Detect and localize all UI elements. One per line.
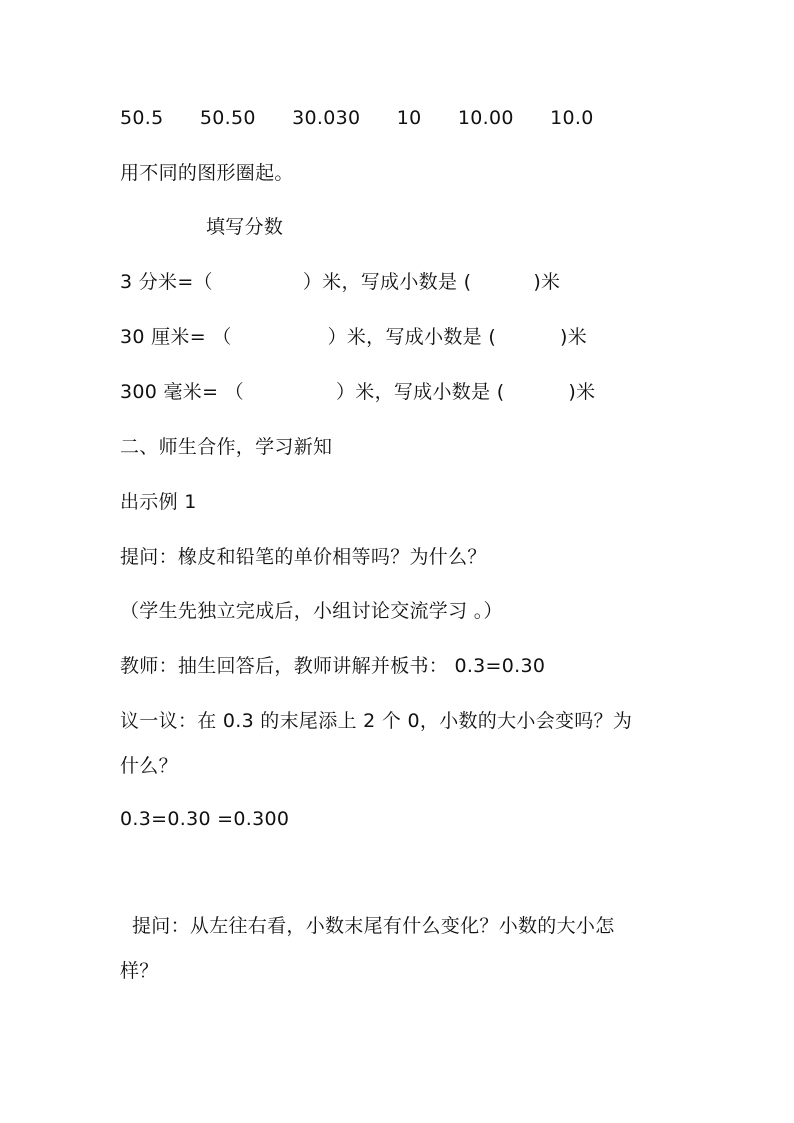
question-one: 提问：橡皮和铅笔的单价相等吗？为什么？ xyxy=(120,546,487,568)
discussion-line-one: 议一议：在 0.3 的末尾添上 2 个 0，小数的大小会变吗？为 xyxy=(120,710,633,732)
number-item: 10 xyxy=(396,107,422,129)
row-middle: ）米，写成小数是 ( xyxy=(327,326,497,348)
row-label: 300 毫米= （ xyxy=(120,381,244,403)
example-label: 出示例 1 xyxy=(120,491,197,513)
fill-row-millimeter xyxy=(120,380,595,404)
number-item: 50.50 xyxy=(199,107,256,129)
circle-instruction: 用不同的图形圈起。 xyxy=(120,162,294,184)
fill-row-decimeter xyxy=(120,270,560,294)
number-item: 10.00 xyxy=(457,107,514,129)
question-two-line-two: 样？ xyxy=(120,960,159,982)
row-middle: ）米，写成小数是 ( xyxy=(335,381,505,403)
decimal-number-list xyxy=(120,106,594,130)
number-item: 50.5 xyxy=(120,107,164,129)
row-label: 30 厘米= （ xyxy=(120,326,232,348)
equation: 0.3=0.30 =0.300 xyxy=(120,808,290,830)
number-item: 10.0 xyxy=(550,107,594,129)
row-middle: ）米，写成小数是 ( xyxy=(302,271,472,293)
section-two-heading: 二、师生合作，学习新知 xyxy=(120,436,333,458)
discussion-line-two: 什么？ xyxy=(120,755,178,777)
fill-row-centimeter xyxy=(120,325,587,349)
teacher-note: 教师：抽生回答后，教师讲解并板书： 0.3=0.30 xyxy=(120,655,546,677)
number-item: 30.030 xyxy=(292,107,361,129)
row-end: )米 xyxy=(568,381,596,403)
student-note: （学生先独立完成后，小组讨论交流学习 。） xyxy=(120,600,503,622)
row-end: )米 xyxy=(533,271,561,293)
fill-heading: 填写分数 xyxy=(206,216,284,238)
question-two-line-one: 提问：从左往右看，小数末尾有什么变化？小数的大小怎 xyxy=(132,915,615,937)
row-label: 3 分米=（ xyxy=(120,271,213,293)
row-end: )米 xyxy=(560,326,588,348)
